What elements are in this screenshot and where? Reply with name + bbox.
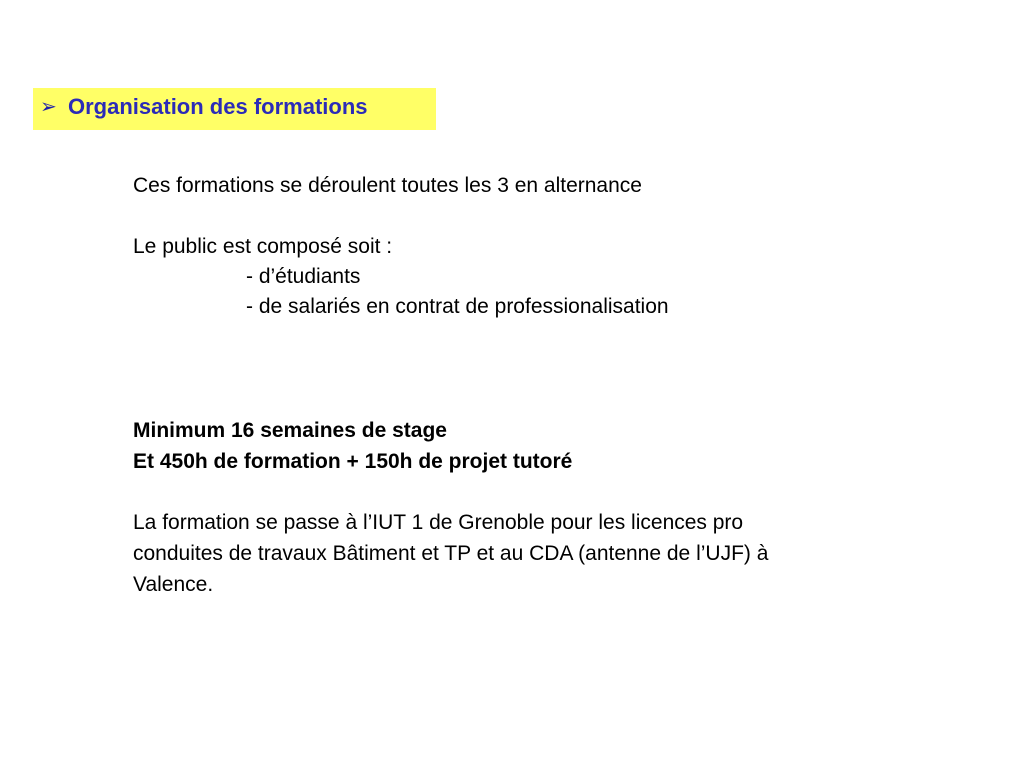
public-item-students: - d’étudiants <box>246 265 361 288</box>
location-text-line: Valence. <box>133 573 214 596</box>
location-text-line: conduites de travaux Bâtiment et TP et au CDA (antenne de l’UJF) à <box>133 542 769 565</box>
alternance-text: Ces formations se déroulent toutes les 3 en alternance <box>133 174 642 197</box>
training-hours-text: Et 450h de formation + 150h de projet tutoré <box>133 450 573 473</box>
location-text-line: La formation se passe à l’IUT 1 de Grenoble pour les licences pro <box>133 511 744 534</box>
title-highlight-box <box>33 88 436 130</box>
public-item-employees: - de salariés en contrat de professionalisation <box>246 295 669 318</box>
slide-title: Organisation des formations <box>68 94 368 119</box>
stage-duration-text: Minimum 16 semaines de stage <box>133 419 447 442</box>
public-intro-text: Le public est composé soit : <box>133 235 393 258</box>
arrow-bullet-icon: ➢ <box>40 96 57 118</box>
